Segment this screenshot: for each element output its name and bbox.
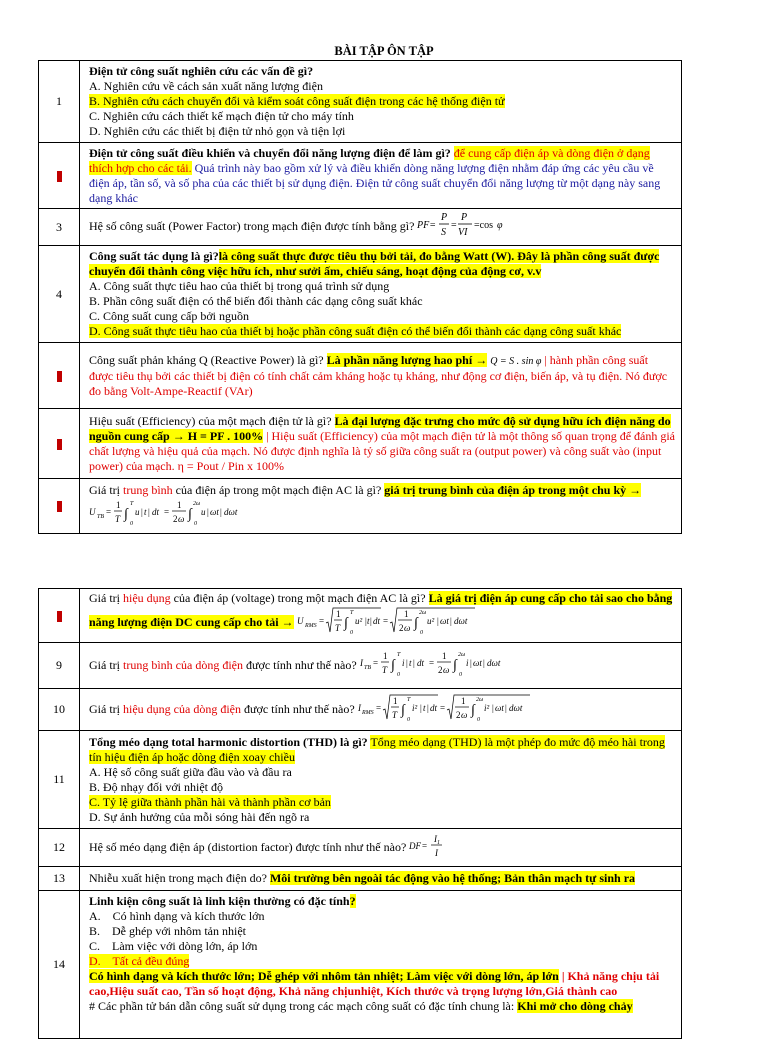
- redacted-number-marker: [57, 439, 62, 450]
- table-row: [39, 209, 682, 246]
- svg-text:|: |: [369, 616, 372, 626]
- review-table-part-2: [38, 588, 682, 1039]
- svg-text:=: =: [372, 657, 378, 668]
- svg-text:I: I: [435, 847, 439, 858]
- svg-text:ω: ω: [460, 709, 468, 720]
- option-c: C. Nghiên cứu cách thiết kế mạch điện tử cho máy tính: [89, 109, 354, 123]
- option-a: A. Nghiên cứu về cách sản xuất năng lượng điện: [89, 79, 323, 93]
- svg-text:φ: φ: [497, 220, 503, 231]
- svg-text:|: |: [491, 702, 494, 713]
- svg-text:ωt: ωt: [439, 616, 449, 626]
- option-d-answer: D. Công suất thực tiêu hao của thiết bị hoặc phần công suất điện có thể biến đổi thành các dạng công suất khác: [89, 324, 622, 338]
- svg-text:i²: i²: [483, 702, 489, 713]
- row-number: 11: [39, 731, 80, 829]
- option-c-answer: C. Tỷ lệ giữa thành phần hài và thành phần cơ bản: [89, 794, 331, 809]
- svg-text:0: 0: [396, 671, 400, 678]
- svg-text:1: 1: [460, 695, 466, 706]
- svg-text:|: |: [412, 657, 415, 668]
- question-text: Tổng méo dạng total harmonic distortion (THD) là gì?: [89, 734, 368, 749]
- table-row: [39, 61, 682, 143]
- svg-text:I: I: [434, 833, 438, 844]
- svg-text:0: 0: [406, 716, 410, 723]
- svg-text:=cos: =cos: [474, 220, 494, 231]
- answer-explanation: | hành phần công suất được tiêu thụ bởi các thiết bị điện có tính chất cảm kháng hoặc tụ kháng, như động cơ điện, biến áp, và tụ điện. Nó được đo bằng Volt-Ampe-Reactif (VAr): [89, 352, 668, 398]
- row-number: 12: [39, 829, 80, 867]
- option-a: A. Hệ số công suất giữa đầu vào và đầu ra: [89, 764, 292, 779]
- svg-text:=: =: [422, 840, 428, 851]
- question-text: Giá trị: [89, 482, 120, 497]
- svg-text:∫: ∫: [413, 616, 418, 631]
- svg-text:=: =: [428, 657, 434, 668]
- svg-text:0: 0: [349, 630, 353, 636]
- svg-text:T: T: [334, 623, 340, 633]
- svg-text:T: T: [396, 651, 400, 658]
- question-keyword: hiệu dụng của dòng điện: [123, 701, 241, 716]
- redacted-number-marker: [57, 171, 62, 182]
- average-voltage-formula: [89, 498, 675, 530]
- svg-text:ωt: ωt: [210, 506, 219, 517]
- svg-text:=: =: [375, 702, 381, 713]
- svg-text:|: |: [504, 702, 507, 713]
- svg-text:0: 0: [130, 520, 133, 526]
- svg-text:i: i: [465, 657, 469, 668]
- svg-text:U: U: [89, 506, 96, 517]
- answer-highlight: Là phần năng lượng hao phí →: [326, 352, 488, 367]
- table-row: [39, 343, 682, 409]
- row-number: 9: [39, 643, 80, 689]
- svg-text:|: |: [449, 616, 452, 626]
- svg-text:|: |: [148, 506, 150, 517]
- answer-highlight: là công suất thực được tiêu thụ bởi tải, đo bằng Watt (W). Đây là phần công suất được chuyển đổi thành công việc hữu ích, như sưởi ấm, chiếu sáng, hoạt động của động cơ, v.v: [89, 249, 660, 278]
- answer-highlight: Tổng méo dạng (THD) là một phép đo mức độ méo hài trong tín hiệu điện áp hoặc dòng điện xoay chiều: [89, 734, 665, 764]
- svg-text:RMS: RMS: [304, 623, 317, 629]
- table-row: [39, 246, 682, 343]
- svg-text:1: 1: [382, 650, 388, 661]
- svg-text:|: |: [469, 657, 472, 668]
- svg-text:T: T: [130, 500, 134, 507]
- svg-text:∫: ∫: [452, 657, 457, 673]
- svg-text:ω: ω: [178, 513, 185, 524]
- svg-text:dt: dt: [429, 702, 437, 713]
- svg-text:2ω: 2ω: [457, 651, 465, 658]
- rms-current-formula: [358, 693, 538, 727]
- svg-text:T: T: [349, 610, 353, 616]
- question-text: được tính như thế nào?: [245, 657, 357, 672]
- question-text: Giá trị: [89, 657, 120, 672]
- question-text: được tính như thế nào?: [243, 701, 355, 716]
- question-text: Giá trị: [89, 701, 120, 716]
- svg-text:dt: dt: [152, 506, 160, 517]
- svg-text:2ω: 2ω: [475, 696, 483, 703]
- row-number: 4: [39, 246, 80, 343]
- page-title: BÀI TẬP ÔN TẬP: [334, 44, 434, 58]
- svg-text:∫: ∫: [343, 616, 348, 631]
- question-text: Điện tử công suất điều khiển và chuyển đổi năng lượng điện để làm gì?: [89, 145, 451, 160]
- svg-text:TB: TB: [97, 513, 105, 520]
- table-row: [39, 689, 682, 731]
- svg-text:2: 2: [437, 664, 443, 675]
- svg-text:|: |: [207, 506, 209, 517]
- row-number: 14: [39, 891, 80, 1039]
- svg-text:I: I: [359, 657, 363, 668]
- svg-text:0: 0: [458, 671, 462, 678]
- note-highlight: Khi mở cho dòng chảy: [517, 999, 633, 1013]
- svg-text:ω: ω: [403, 623, 410, 633]
- option-d-answer: D. Tất cả đều đúng: [89, 954, 190, 968]
- svg-text:2: 2: [455, 709, 461, 720]
- redacted-number-marker: [57, 371, 62, 382]
- svg-text:ωt: ωt: [494, 702, 504, 713]
- svg-text:1: 1: [116, 499, 121, 510]
- svg-text:|: |: [364, 616, 367, 626]
- answer-explanation: | Khả năng chịu tải cao,Hiệu suất cao, Tần số hoạt động, Khả năng chịunhiệt, Kích thước và trọng lượng lớn,Giá thành cao: [89, 969, 660, 998]
- svg-text:2ω: 2ω: [193, 500, 201, 507]
- table-row: [39, 589, 682, 643]
- answer-highlight: giá trị trung bình của điện áp trong một chu kỳ →: [384, 482, 642, 497]
- svg-text:i: i: [401, 657, 405, 668]
- svg-text:t: t: [408, 657, 412, 668]
- table-row: [39, 409, 682, 479]
- table-row: [39, 867, 682, 891]
- svg-text:1: 1: [403, 609, 409, 619]
- svg-text:ωt: ωt: [472, 657, 482, 668]
- question-text: của điện áp (voltage) trong một mạch điện AC là gì?: [173, 591, 426, 605]
- rms-voltage-formula: [297, 606, 477, 640]
- question-text: Điện tử công suất nghiên cứu các vấn đề gì?: [89, 64, 314, 78]
- answer-highlight: Môi trường bên ngoài tác động vào hệ thống; Bản thân mạch tự sinh ra: [269, 871, 636, 885]
- svg-text:ω: ω: [442, 664, 450, 675]
- svg-text:u: u: [201, 506, 206, 517]
- redacted-number-marker: [57, 501, 62, 512]
- svg-text:=: =: [451, 220, 458, 231]
- average-current-formula: [360, 649, 530, 683]
- svg-text:S: S: [441, 227, 447, 238]
- svg-text:dωt: dωt: [453, 616, 467, 626]
- option-c: C. Công suất cung cấp bởi nguồn: [89, 309, 249, 323]
- svg-text:dωt: dωt: [486, 657, 501, 668]
- answer-highlight: Có hình dạng và kích thước lớn; Dễ ghép với nhôm tản nhiệt; Làm việc với dòng lớn, áp lớn: [89, 969, 559, 983]
- svg-text:0: 0: [419, 630, 423, 636]
- option-b: B. Dễ ghép với nhôm tản nhiệt: [89, 924, 246, 938]
- answer-explanation: | Hiệu suất (Efficiency) của một mạch điện tử là một thông số quan trọng để đánh giá chất lượng và hiệu quả của mạch. Nó được định nghĩa là tỷ số giữa công suất ra (output power) và công suất vào (input power) của mạch. η = Pout / Pin x 100%: [89, 428, 676, 473]
- svg-text:=: =: [382, 616, 388, 626]
- svg-text:2: 2: [398, 623, 404, 633]
- svg-text:u²: u²: [426, 616, 434, 626]
- svg-text:0: 0: [476, 716, 480, 723]
- question-mark: ?: [349, 894, 356, 908]
- option-d: D. Nghiên cứu các thiết bị điện tử nhỏ gọn và tiện lợi: [89, 124, 346, 138]
- note-text: # Các phần tử bán dẫn công suất sử dụng trong các mạch công suất có đặc tính chung là:: [89, 999, 515, 1013]
- question-text: Giá trị: [89, 591, 120, 605]
- power-factor-formula: [417, 211, 507, 243]
- svg-text:|: |: [405, 657, 408, 668]
- row-number: 1: [39, 61, 80, 143]
- reactive-power-formula: Q = S . sin φ: [490, 355, 542, 367]
- svg-text:T: T: [406, 696, 410, 703]
- answer-explanation: Quá trình này bao gồm xử lý và điều khiển dòng năng lượng điện nhằm đáp ứng các yêu cầu về điện áp, tần số, và số pha của các thiết bị sử dụng điện. Điện tử công suất chuyển đổi năng lượng từ một dạng này sang dạng khác: [89, 160, 661, 205]
- svg-text:1: 1: [437, 839, 441, 846]
- svg-text:dt: dt: [416, 657, 424, 668]
- svg-text:t: t: [366, 616, 370, 626]
- svg-text:=: =: [318, 616, 324, 626]
- question-text: của điện áp trong một mạch điện AC là gì?: [175, 482, 382, 497]
- table-row: [39, 891, 682, 1039]
- row-number: 3: [39, 209, 80, 246]
- question-text: Hiệu suất (Efficiency) của một mạch điện tử là gì?: [89, 413, 332, 428]
- option-a: A. Có hình dạng và kích thước lớn: [89, 909, 265, 923]
- svg-text:∫: ∫: [400, 702, 405, 718]
- svg-text:T: T: [115, 513, 121, 524]
- svg-text:|: |: [436, 616, 439, 626]
- distortion-factor-formula: [409, 832, 449, 864]
- svg-text:DF: DF: [409, 840, 422, 851]
- svg-text:2: 2: [173, 513, 178, 524]
- svg-text:1: 1: [392, 695, 398, 706]
- svg-text:VI: VI: [458, 227, 468, 238]
- svg-text:=: =: [164, 506, 170, 517]
- table-row: [39, 829, 682, 867]
- svg-text:T: T: [381, 664, 387, 675]
- option-b: B. Phần công suất điện có thể biến đổi thành các dạng công suất khác: [89, 294, 423, 308]
- svg-text:|: |: [482, 657, 485, 668]
- svg-text:|: |: [220, 506, 222, 517]
- question-text: Hệ số méo dạng điện áp (distortion factor) được tính như thế nào?: [89, 839, 407, 854]
- row-number: 10: [39, 689, 80, 731]
- option-c: C. Làm việc với dòng lớn, áp lớn: [89, 939, 258, 953]
- question-text: Hệ số công suất (Power Factor) trong mạch điện được tính bằng gì?: [89, 218, 415, 233]
- svg-text:u: u: [135, 506, 140, 517]
- svg-text:PF=: PF=: [417, 220, 437, 231]
- table-row: [39, 479, 682, 534]
- svg-text:∫: ∫: [470, 702, 475, 718]
- question-keyword: trung bình của dòng điện: [123, 657, 243, 672]
- review-table-part-1: [38, 60, 682, 534]
- svg-text:u²: u²: [354, 616, 362, 626]
- svg-text:∫: ∫: [390, 657, 395, 673]
- svg-text:P: P: [461, 212, 468, 223]
- svg-text:∫: ∫: [124, 506, 128, 522]
- svg-text:dt: dt: [372, 616, 380, 626]
- svg-text:|: |: [426, 702, 429, 713]
- svg-text:=: =: [106, 506, 112, 517]
- question-text: Công suất tác dụng là gì?: [89, 249, 219, 263]
- option-b-answer: B. Nghiên cứu cách chuyển đổi và kiểm soát công suất điện trong các hệ thống điện tử: [89, 94, 505, 108]
- svg-text:T: T: [391, 709, 397, 720]
- svg-text:i²: i²: [411, 702, 417, 713]
- svg-text:RMS: RMS: [361, 709, 374, 716]
- svg-text:t: t: [422, 702, 426, 713]
- option-b: B. Độ nhạy đối với nhiệt độ: [89, 779, 224, 794]
- answer-highlight: Là giá trị điện áp cung cấp cho tải sao cho bằng năng lượng điện DC cung cấp cho tải →: [89, 591, 673, 629]
- table-row: [39, 643, 682, 689]
- svg-text:dωt: dωt: [508, 702, 523, 713]
- svg-text:|: |: [419, 702, 422, 713]
- question-keyword: trung bình: [123, 482, 173, 497]
- option-d: D. Sự ảnh hưởng của mỗi sóng hài đến ngõ ra: [89, 809, 310, 824]
- question-text: Công suất phản kháng Q (Reactive Power) là gì?: [89, 352, 324, 367]
- svg-text:1: 1: [335, 609, 341, 619]
- svg-text:=: =: [439, 702, 445, 713]
- answer-highlight: Là đại lượng đặc trưng cho mức độ sử dụng hữu ích điện năng do nguồn cung cấp → H = PF . 100%: [89, 413, 671, 443]
- svg-text:I: I: [357, 702, 361, 713]
- row-number: 13: [39, 867, 80, 891]
- redacted-number-marker: [57, 611, 62, 622]
- answer-highlight: để cung cấp điện áp và dòng điện ở dạng thích hợp cho các tải.: [89, 145, 650, 175]
- table-row: [39, 731, 682, 829]
- svg-text:t: t: [144, 506, 147, 517]
- question-keyword: hiệu dụng: [123, 591, 171, 605]
- svg-text:∫: ∫: [188, 506, 192, 522]
- svg-text:|: |: [141, 506, 143, 517]
- svg-text:dωt: dωt: [224, 506, 238, 517]
- svg-text:U: U: [296, 616, 304, 626]
- svg-text:TB: TB: [363, 664, 371, 671]
- option-a: A. Công suất thực tiêu hao của thiết bị trong quá trình sử dụng: [89, 279, 390, 293]
- question-text: Nhiễu xuất hiện trong mạch điện do?: [89, 871, 267, 885]
- svg-text:0: 0: [194, 520, 197, 526]
- svg-text:1: 1: [177, 499, 182, 510]
- svg-text:P: P: [441, 212, 448, 223]
- svg-text:1: 1: [441, 650, 447, 661]
- svg-text:2ω: 2ω: [418, 610, 426, 616]
- question-text: Linh kiện công suất là linh kiện thường có đặc tính: [89, 894, 350, 908]
- table-row: [39, 143, 682, 209]
- option-b: [89, 94, 675, 109]
